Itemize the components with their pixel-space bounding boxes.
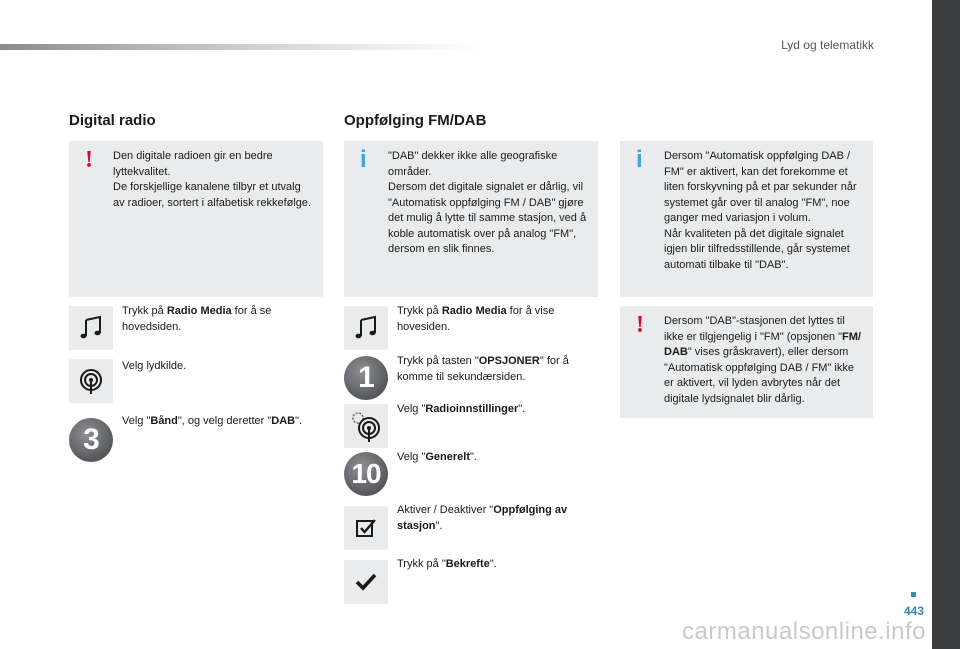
step-4-text-fm-dab: Velg "Generelt". <box>397 451 477 463</box>
page-header-title: Lyd og telematikk <box>781 38 874 52</box>
warning-text: Dersom "DAB"-stasjonen det lyttes til ikke er tilgjengelig i "FM" (opsjonen "FM/ DAB" vises gråskravert), eller dersom "Automatisk oppfølging DAB / FM" ikke er aktivert, vil lyden avbrytes når det digitale lydsignalet blir dårlig. <box>664 315 861 405</box>
warning-icon: ! <box>636 312 644 338</box>
watermark: carmanualsonline.info <box>682 618 926 645</box>
step-1-text-fm-dab: Trykk på Radio Media for å vise hovesiden. <box>397 305 555 333</box>
warning-icon: ! <box>85 147 93 173</box>
notice-box-digital-radio <box>69 141 323 297</box>
step-1-text-digital-radio: Trykk på Radio Media for å se hovedsiden. <box>122 305 272 333</box>
checkmark-icon <box>344 560 388 604</box>
info-icon: i <box>636 146 643 173</box>
step-2-text-fm-dab: Trykk på tasten "OPSJONER" for å komme til sekundærsiden. <box>397 355 569 383</box>
info-text: "DAB" dekker ikke alle geografiske områder. Dersom det digitale signalet er dårlig, vil "Automatisk oppfølging FM / DAB" gjøre det mulig å lytte til samme stasjon, ved å koble automatisk over på analog "FM", dersom en slik finnes. <box>388 150 587 255</box>
header-gradient-bar <box>0 44 480 50</box>
page-marker <box>911 592 916 597</box>
info-box-sync <box>620 141 873 297</box>
radio-signal-icon <box>69 359 113 403</box>
radio-settings-icon <box>344 404 388 448</box>
step-number-badge-10: 10 <box>344 452 388 496</box>
info-text: Dersom "Automatisk oppfølging DAB / FM" er aktivert, kan det forekomme et liten forskyvning på et par sekunder når systemet går over til analog "FM", noe ganger med variasjon i volum. Når kvaliteten på det digitale signalet igjen blir tilfredsstillende, går systemet automati tilbake til "DAB". <box>664 150 857 271</box>
page-number: 443 <box>903 604 924 618</box>
step-3-text-digital-radio: Velg "Bånd", og velg deretter "DAB". <box>122 415 303 427</box>
info-box-fm-dab <box>344 141 598 297</box>
step-5-text-fm-dab: Aktiver / Deaktiver "Oppfølging av stasjon". <box>397 504 568 532</box>
notice-text: Den digitale radioen gir en bedre lyttekvalitet. De forskjellige kanalene tilbyr et utvalg av radioer, sortert i alfabetisk rekkefølge. <box>113 150 312 209</box>
step-3-text-fm-dab: Velg "Radioinnstillinger". <box>397 403 526 415</box>
music-note-icon <box>344 306 388 350</box>
music-note-icon <box>69 306 113 350</box>
step-number-badge-3: 3 <box>69 418 113 462</box>
checkbox-icon <box>344 506 388 550</box>
info-icon: i <box>360 146 367 173</box>
section-title-digital-radio: Digital radio <box>69 112 156 129</box>
step-number-badge-1: 1 <box>344 356 388 400</box>
side-strip <box>932 0 960 649</box>
step-6-text-fm-dab: Trykk på "Bekrefte". <box>397 558 497 570</box>
step-2-text-digital-radio: Velg lydkilde. <box>122 360 187 372</box>
warning-box-dab-station <box>620 306 873 418</box>
section-title-fm-dab: Oppfølging FM/DAB <box>344 112 487 129</box>
